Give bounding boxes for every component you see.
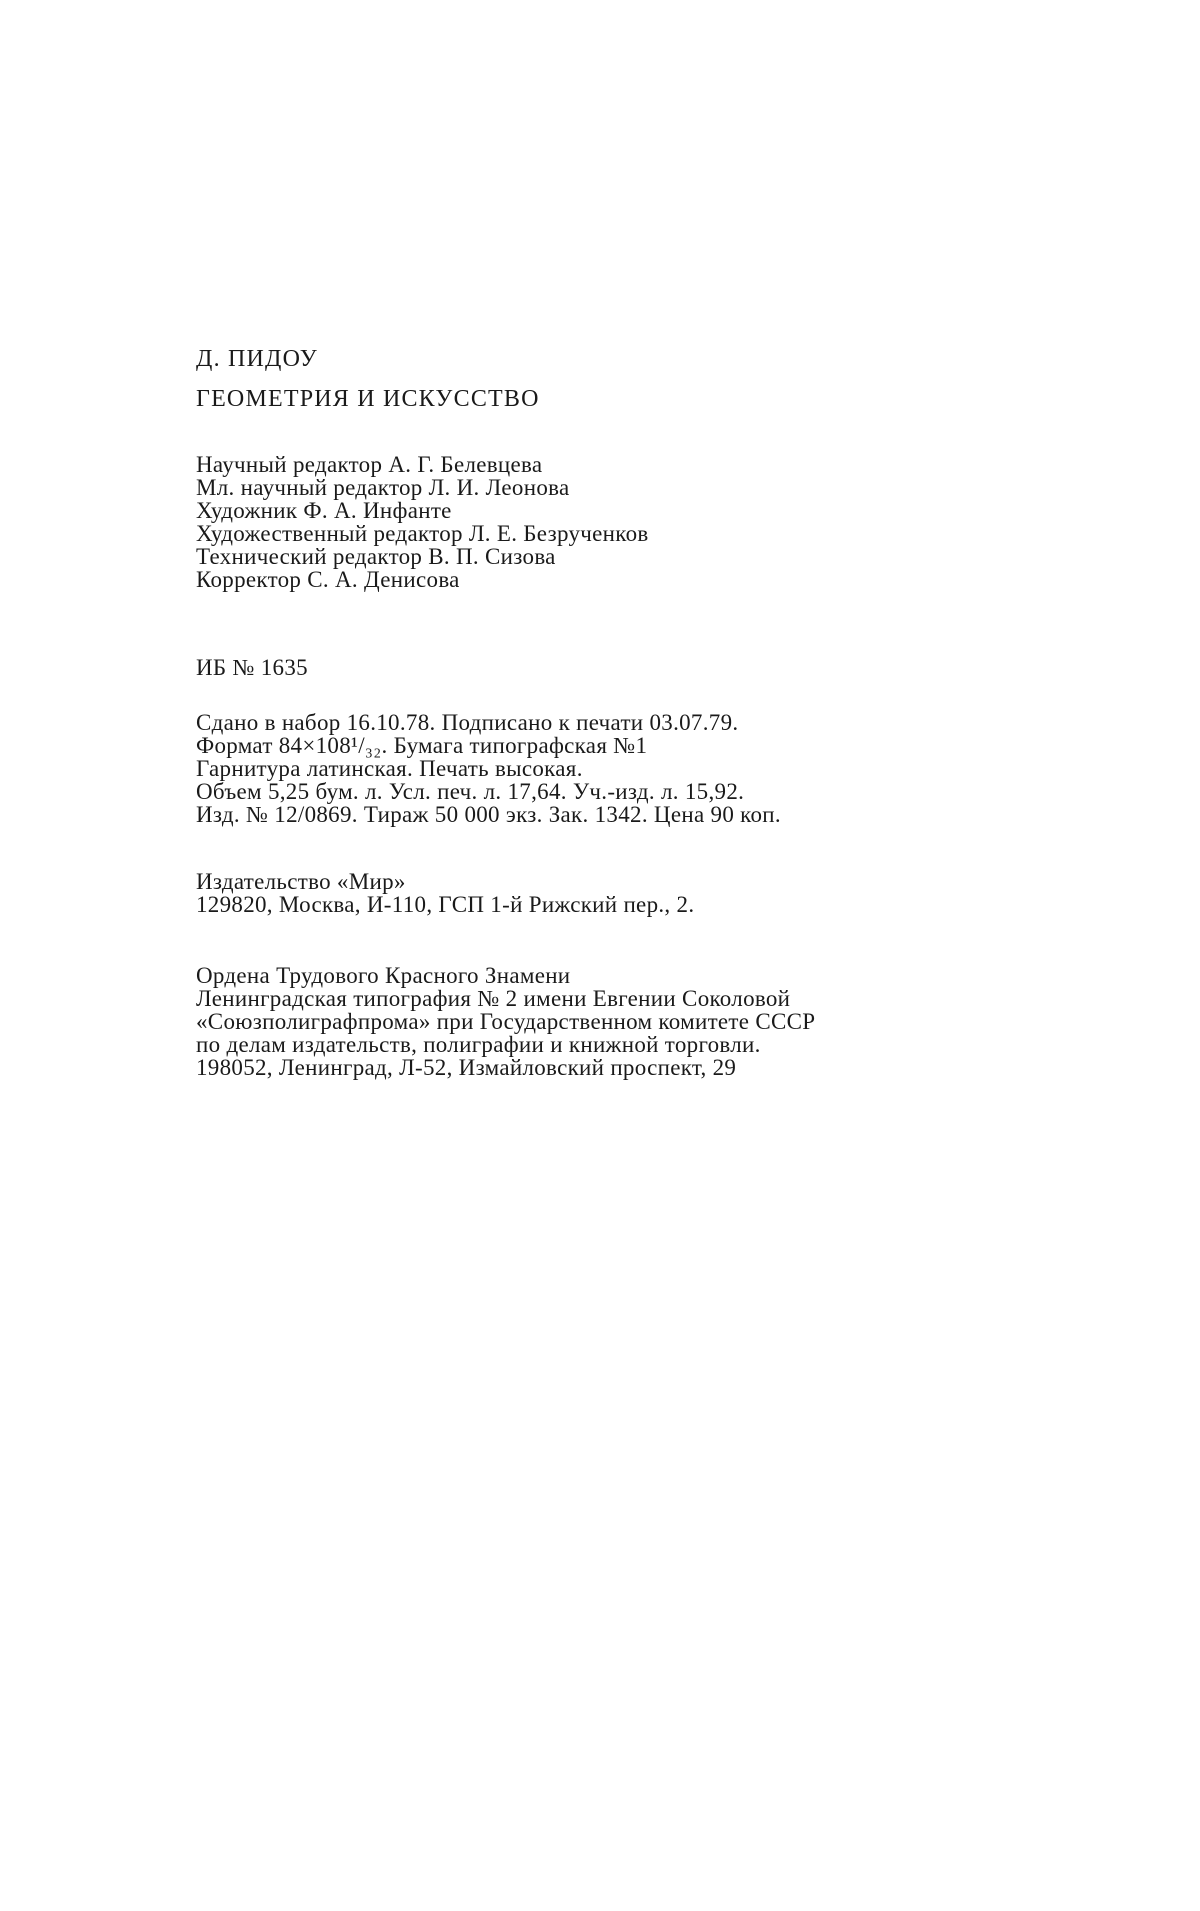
credits-block	[196, 453, 996, 591]
credit-line: Корректор С. А. Денисова	[196, 567, 460, 592]
credit-line: Мл. научный редактор Л. И. Леонова	[196, 475, 570, 500]
typography-line: Ленинградская типография № 2 имени Евгении Соколовой	[196, 986, 791, 1011]
author-block	[196, 345, 996, 373]
credit-line: Художник Ф. А. Инфанте	[196, 498, 452, 523]
publisher-address: 129820, Москва, И-110, ГСП 1-й Рижский пер., 2.	[196, 892, 695, 917]
ib-block	[196, 656, 996, 679]
typography-line: по делам издательств, полиграфии и книжной торговли.	[196, 1032, 761, 1057]
book-title: ГЕОМЕТРИЯ И ИСКУССТВО	[196, 386, 540, 412]
printing-details-block	[196, 711, 996, 826]
typography-block	[196, 964, 996, 1079]
typography-line: «Союзполиграфпрома» при Государственном комитете СССР	[196, 1009, 816, 1034]
publisher-name: Издательство «Мир»	[196, 869, 406, 894]
credit-line: Технический редактор В. П. Сизова	[196, 544, 556, 569]
credit-line: Научный редактор А. Г. Белевцева	[196, 452, 543, 477]
publisher-block	[196, 870, 996, 916]
author-name: Д. ПИДОУ	[196, 346, 318, 372]
printing-line: Гарнитура латинская. Печать высокая.	[196, 756, 583, 781]
credit-line: Художественный редактор Л. Е. Безрученков	[196, 521, 649, 546]
printing-line: Сдано в набор 16.10.78. Подписано к печати 03.07.79.	[196, 710, 739, 735]
title-block	[196, 385, 996, 413]
printing-line: Изд. № 12/0869. Тираж 50 000 экз. Зак. 1342. Цена 90 коп.	[196, 802, 781, 827]
typography-line: 198052, Ленинград, Л-52, Измайловский проспект, 29	[196, 1055, 737, 1080]
typography-line: Ордена Трудового Красного Знамени	[196, 963, 571, 988]
ib-number: ИБ № 1635	[196, 655, 308, 680]
printing-line: Объем 5,25 бум. л. Усл. печ. л. 17,64. Уч.-изд. л. 15,92.	[196, 779, 745, 804]
printing-line: Формат 84×108¹/₃₂. Бумага типографская №1	[196, 733, 648, 758]
